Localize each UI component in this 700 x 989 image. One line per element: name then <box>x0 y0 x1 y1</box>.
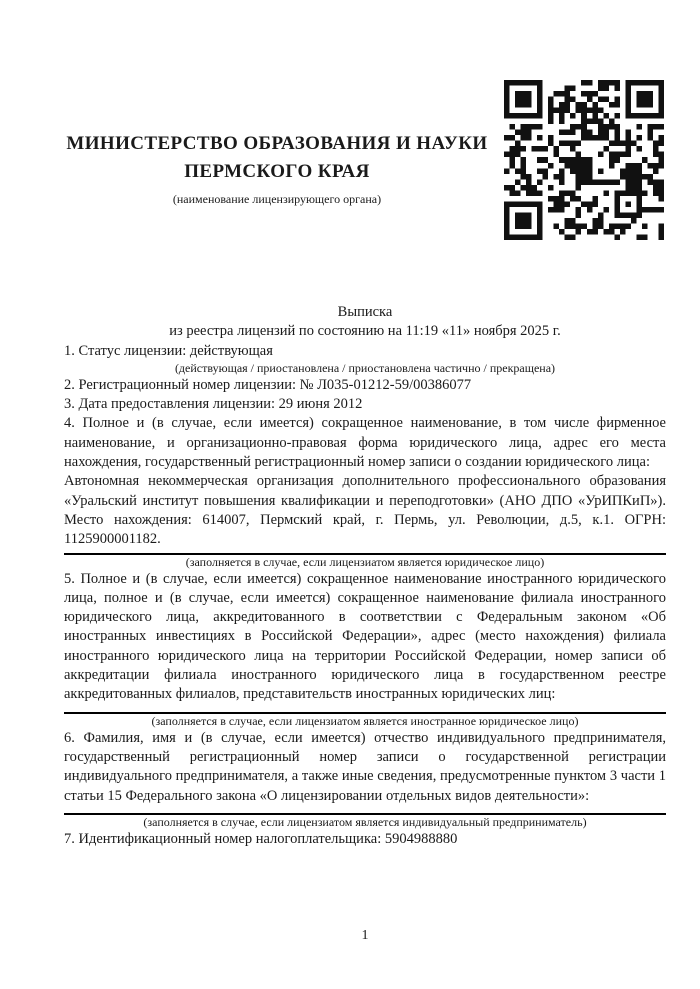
issuing-authority-caption: (наименование лицензирующего органа) <box>172 192 382 206</box>
item-5-foreign-entity-label: 5. Полное и (в случае, если имеется) сокращенное наименование иностранного юридического лица, полное и (в случае, если имеется) сокращенное наименование филиала иностранного юридического лица, аккредитованного в соответствии с Федеральным законом «Об иностранных инвестициях в Российской Федерации», адрес (место нахождения) филиала иностранного юридического лица на территории Российской Федерации, номер записи об аккредитации филиала иностранного юридического лица в государственном реестре аккредитованных филиалов, представительств иностранных юридических лиц: <box>64 570 666 703</box>
issuing-authority-name-line1: МИНИСТЕРСТВО ОБРАЗОВАНИЯ И НАУКИ <box>66 133 488 154</box>
item-2-registration-number: 2. Регистрационный номер лицензии: № Л035-01212-59/00386077 <box>64 376 472 393</box>
document-body <box>64 303 666 849</box>
qr-code <box>504 80 664 240</box>
item-4-caption: (заполняется в случае, если лицензиатом является юридическое лицо) <box>185 554 545 569</box>
item-5-caption: (заполняется в случае, если лицензиатом является иностранное юридическое лицо) <box>151 713 579 728</box>
item-1-caption: (действующая / приостановлена / приостановлена частично / прекращена) <box>174 360 556 375</box>
item-6-caption: (заполняется в случае, если лицензиатом является индивидуальный предприниматель) <box>143 814 587 829</box>
item-1-license-status: 1. Статус лицензии: действующая <box>64 342 273 359</box>
issuing-authority-name-line2: ПЕРМСКОГО КРАЯ <box>184 161 370 182</box>
page-number: 1 <box>361 928 369 943</box>
issuing-authority-header <box>64 130 490 206</box>
issuing-authority-name <box>64 130 490 186</box>
document-title-line1: Выписка <box>337 304 393 320</box>
item-3-grant-date: 3. Дата предоставления лицензии: 29 июня 2012 <box>64 396 363 413</box>
item-6-individual-entrepreneur-label: 6. Фамилия, имя и (в случае, если имеется) отчество индивидуального предпринимателя, государственный регистрационный номер записи о государственной регистрации индивидуального предпринимателя, а также иные сведения, предусмотренные пунктом 3 части 1 статьи 15 Федерального закона «О лицензировании отдельных видов деятельности»: <box>64 729 666 804</box>
document-title <box>64 303 666 342</box>
item-7-taxpayer-id: 7. Идентификационный номер налогоплательщика: 5904988880 <box>64 830 458 847</box>
document-title-line2: из реестра лицензий по состоянию на 11:19 «11» ноября 2025 г. <box>169 323 561 340</box>
item-4-legal-entity-label: 4. Полное и (в случае, если имеется) сокращенное наименование, в том числе фирменное наименование, и организационно-правовая форма юридического лица, адрес его места нахождения, государственный регистрационный номер записи о создании юридического лица: <box>64 415 666 471</box>
item-4-legal-entity-value: Автономная некоммерческая организация дополнительного профессионального образования «Уральский институт повышения квалификации и переподготовки» (АНО ДПО «УрИПКиП»). Место нахождения: 614007, Пермский край, г. Пермь, ул. Революции, д.5, к.1. ОГРН: 1125900001182. <box>64 473 666 548</box>
